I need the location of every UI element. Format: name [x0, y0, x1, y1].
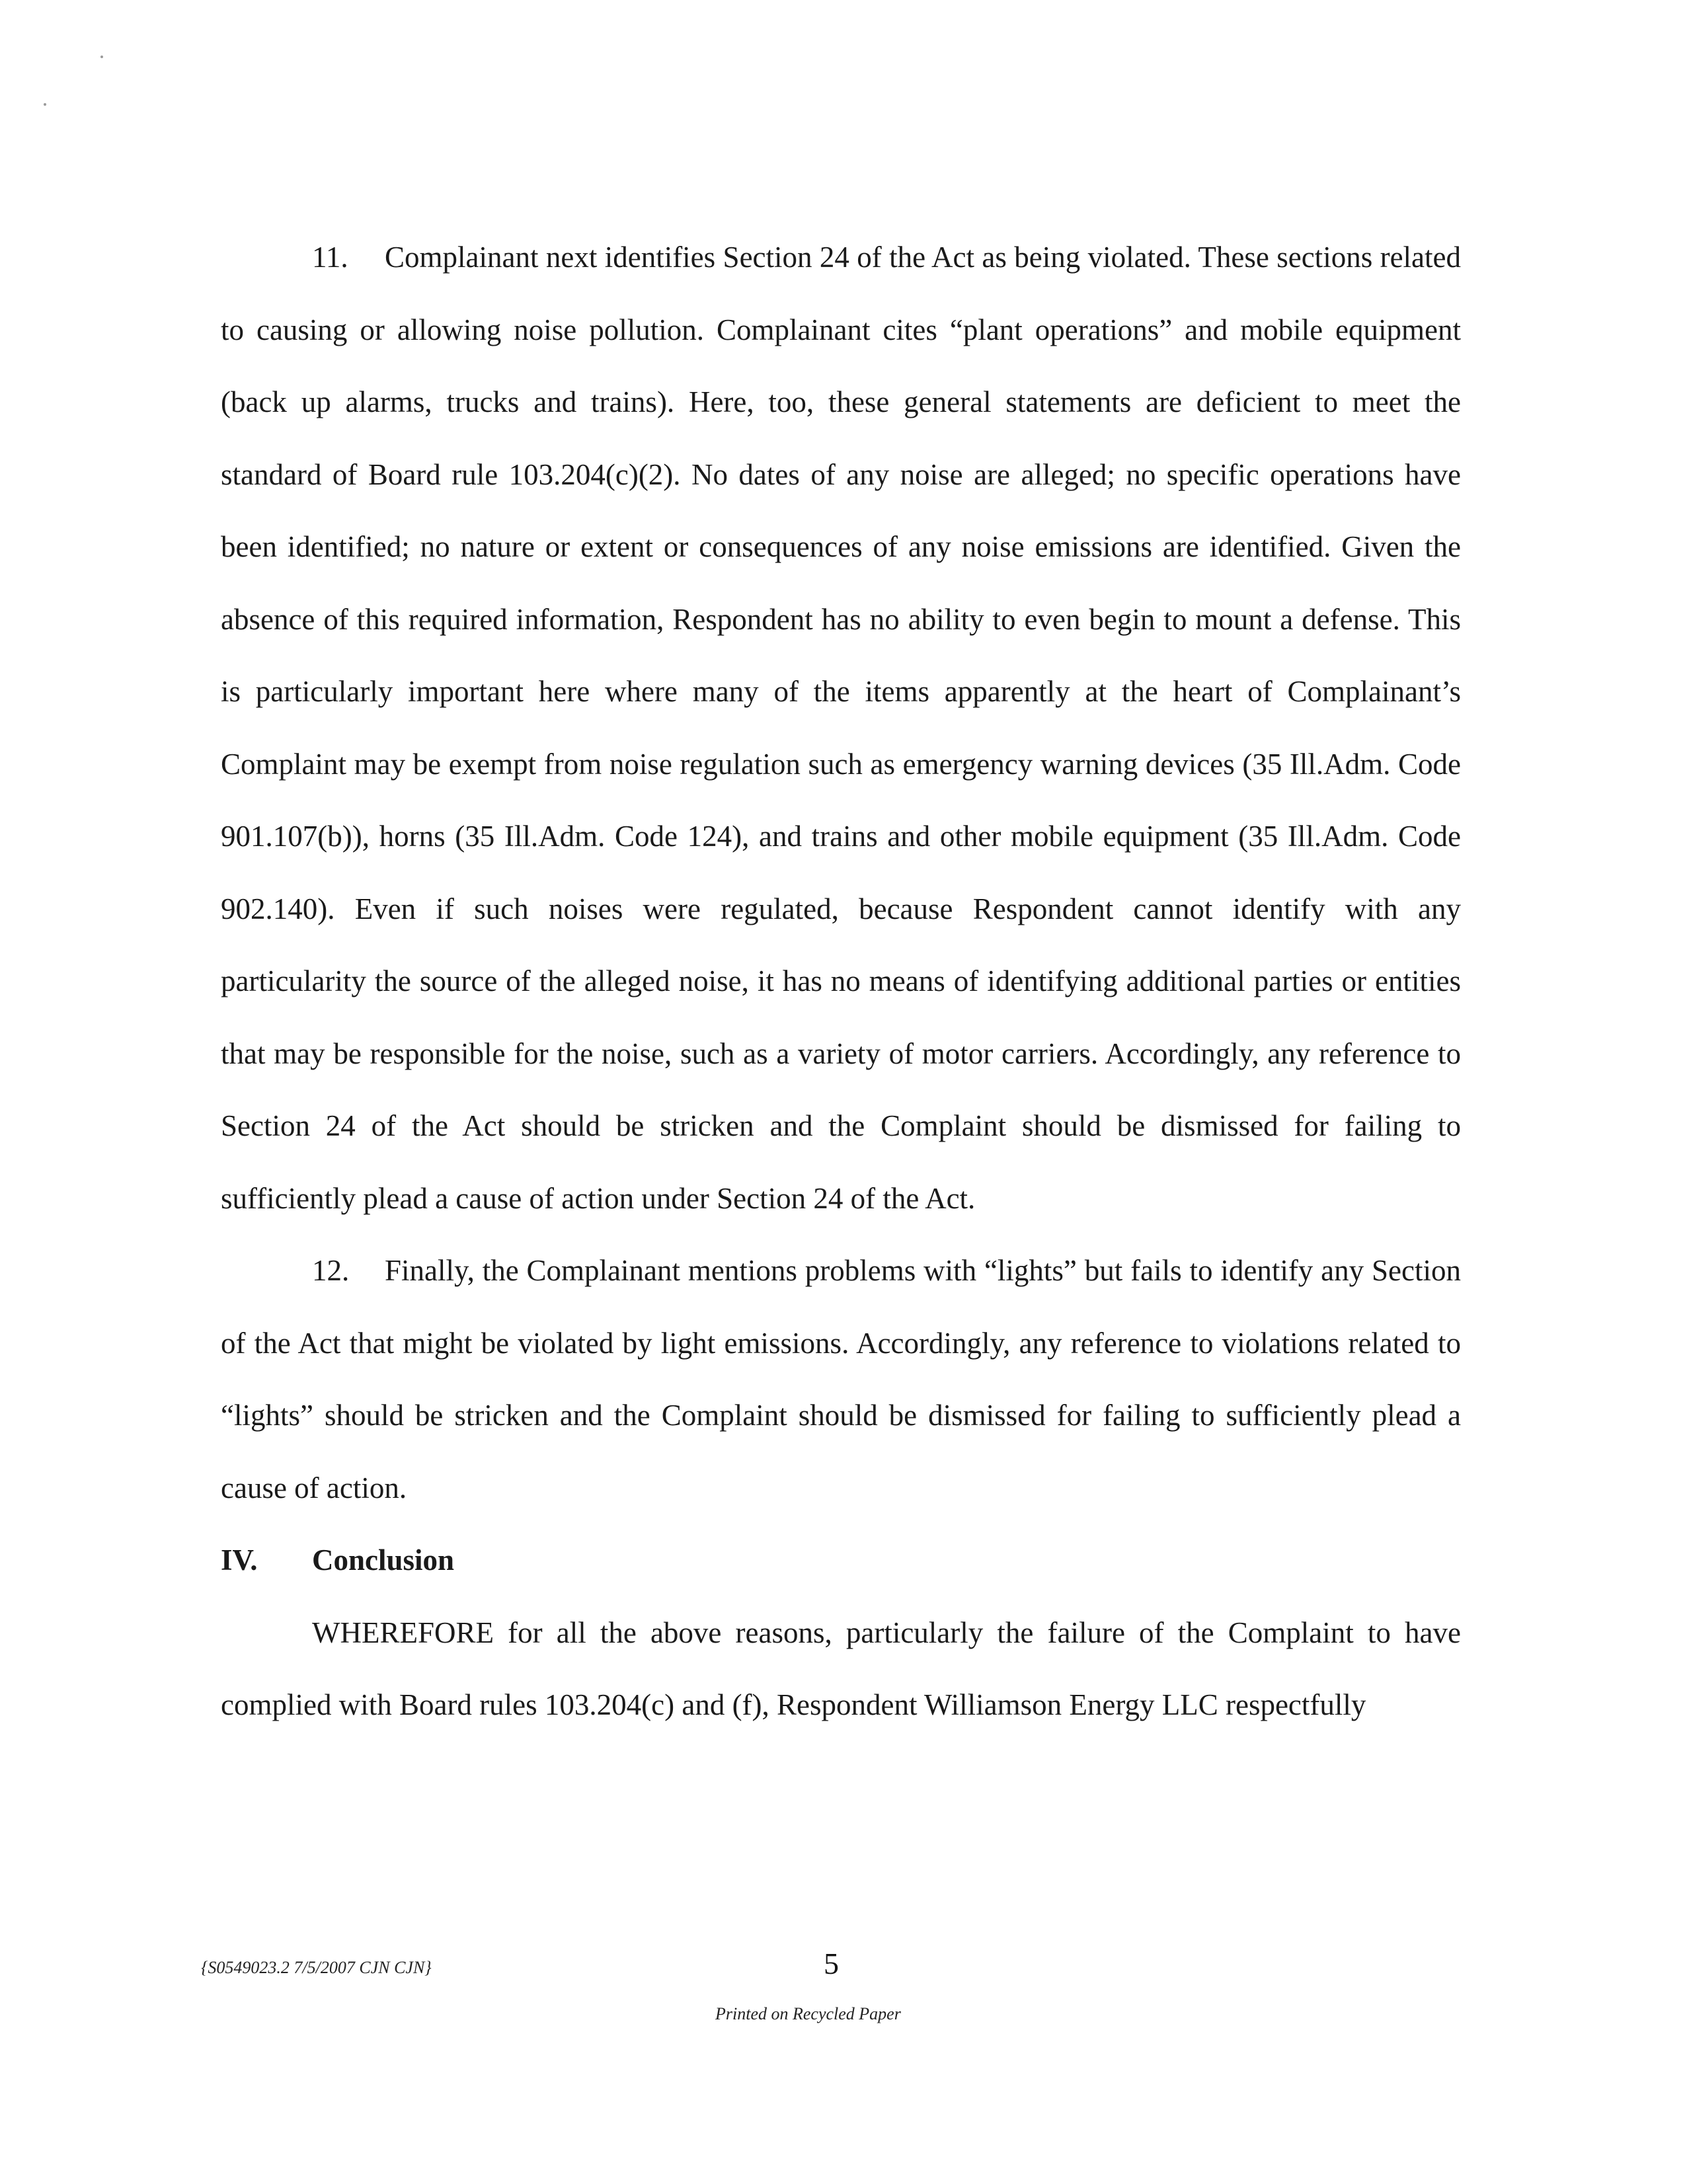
- paragraph-text: WHEREFORE for all the above reasons, particularly the failure of the Complaint to have complied with Board rules 103.204(c) and (f), Respondent Williamson Energy LLC respectfully: [221, 1616, 1461, 1721]
- page-number: 5: [824, 1947, 839, 1980]
- conclusion-paragraph: [221, 1597, 1461, 1742]
- document-body: [221, 221, 1461, 1742]
- paragraph-11: [221, 221, 1461, 1235]
- paragraph-text: Complainant next identifies Section 24 of the Act as being violated. These sections related to causing or allowing noise pollution. Complainant cites “plant operations” and mobile equipment (back up alarms, trucks and trains). Here, too, these general statements are deficient to meet the standard of Board rule 103.204(c)(2). No dates of any noise are alleged; no specific operations have been identified; no nature or extent or consequences of any noise emissions are identified. Given the absence of this required information, Respondent has no ability to even begin to mount a defense. This is particularly important here where many of the items apparently at the heart of Complainant’s Complaint may be exempt from noise regulation such as emergency warning devices (35 Ill.Adm. Code 901.107(b)), horns (35 Ill.Adm. Code 124), and trains and other mobile equipment (35 Ill.Adm. Code 902.140). Even if such noises were regulated, because Respondent cannot identify with any particularity the source of the alleged noise, it has no means of identifying additional parties or entities that may be responsible for the noise, such as a variety of motor carriers. Accordingly, any reference to Section 24 of the Act should be stricken and the Complaint should be dismissed for failing to sufficiently plead a cause of action under Section 24 of the Act.: [221, 241, 1461, 1215]
- paragraph-number: 12.: [312, 1254, 350, 1287]
- scan-speck: [100, 56, 103, 58]
- section-number: IV.: [221, 1543, 258, 1577]
- section-title: Conclusion: [312, 1543, 455, 1577]
- scan-speck: [44, 103, 46, 106]
- paragraph-number: 11.: [312, 241, 348, 274]
- paragraph-12: [221, 1235, 1461, 1524]
- footer-document-code: {S0549023.2 7/5/2007 CJN CJN}: [201, 1958, 432, 1977]
- recycled-paper-note: Printed on Recycled Paper: [715, 2004, 901, 2023]
- section-heading: [221, 1524, 1461, 1597]
- paragraph-text: Finally, the Complainant mentions problems with “lights” but fails to identify any Section of the Act that might be violated by light emissions. Accordingly, any reference to violations related to “lights” should be stricken and the Complaint should be dismissed for failing to sufficiently plead a cause of action.: [221, 1254, 1461, 1504]
